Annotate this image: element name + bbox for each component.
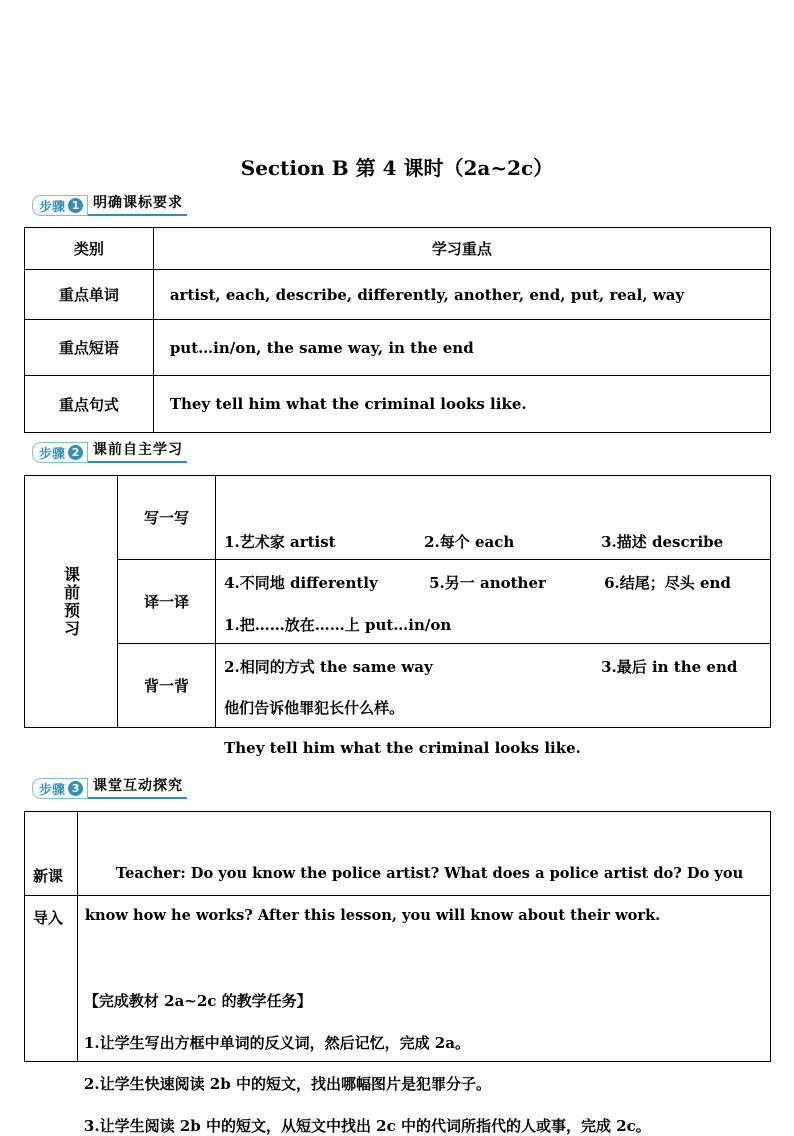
vocab-item: 6.结尾；尽头 end [604,573,731,592]
row-content: artist, each, describe, differently, another, end, put, real, way [169,285,685,304]
translate-label: 译一译 [118,560,216,644]
task-item: 3.让学生阅读 2b 中的短文，从短文中找出 2c 中的代词所指代的人或事，完成 2c。 [83,1116,651,1135]
vocab-item: 5.另一 another [429,573,546,592]
header-focus: 学习重点 [153,228,770,270]
intro-row [25,812,771,896]
step-number: 1 [68,198,83,213]
step-2-header [32,443,187,463]
table-row [25,376,771,433]
intro-label: 导入 [33,908,64,927]
vocab-item: 3.描述 describe [601,532,724,551]
row-category: 重点单词 [25,270,154,320]
intro-label: 新课 [33,866,64,885]
task-title: 【完成教材 2a~2c 的教学任务】 [83,991,312,1010]
vocab-item: 1.艺术家 artist [224,532,336,551]
sentence-cn: 他们告诉他罪犯长什么样。 [224,698,405,717]
step-number: 3 [68,781,83,796]
header-category: 类别 [25,228,154,270]
step-label: 课堂互动探究 [88,775,187,799]
task-item: 2.让学生快速阅读 2b 中的短文，找出哪幅图片是犯罪分子。 [83,1074,491,1093]
preview-table [24,475,771,757]
recite-label: 背一背 [118,644,216,728]
intro-text: know how he works? After this lesson, you will know about their work. [84,906,661,924]
vocab-item: 4.不同地 differently [224,573,378,592]
sentence-en: They tell him what the criminal looks like. [224,738,581,757]
write-row [25,476,771,560]
task-item: 1.让学生写出方框中单词的反义词，然后记忆，完成 2a。 [83,1033,470,1052]
intro-text: Teacher: Do you know the police artist? What does a police artist do? Do you [115,864,744,882]
row-content: They tell him what the criminal looks like. [169,395,527,413]
step-label: 课前自主学习 [88,439,187,463]
phrase-item: 2.相同的方式 the same way [224,657,433,676]
classroom-table [24,811,771,1135]
phrase-item: 3.最后 in the end [601,657,738,676]
row-category: 重点短语 [25,320,154,376]
table-row [25,270,771,320]
row-content: put…in/on, the same way, in the end [169,338,474,357]
step-label: 明确课标要求 [88,192,187,216]
write-label: 写一写 [118,476,216,560]
step-number: 2 [68,445,83,460]
table-header-row [25,228,771,270]
step-1-header [32,196,187,216]
phrase-item: 1.把……放在……上 put…in/on [224,615,452,634]
side-label-cell [25,476,118,728]
row-category: 重点句式 [25,376,154,433]
table-row [25,320,771,376]
step-badge: 步骤 3 [32,778,88,799]
side-label: 课前预习 [61,565,81,638]
vocab-item: 2.每个 each [424,532,515,551]
step-badge: 步骤 1 [32,195,88,216]
page-title: Section B 第 4 课时（2a~2c） [240,156,554,180]
step-3-header [32,779,187,799]
key-points-table [24,227,771,433]
step-badge: 步骤 2 [32,442,88,463]
